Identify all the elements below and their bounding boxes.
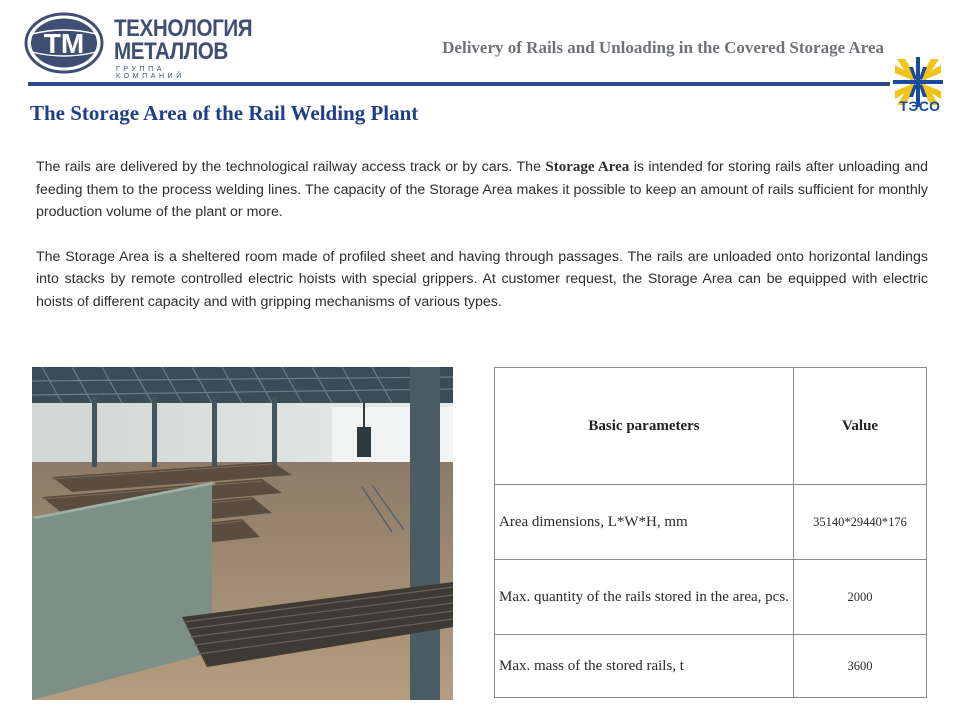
tm-logo-mark (24, 12, 104, 74)
paragraph-1 (36, 156, 928, 224)
logo-line-2: МЕТАЛЛОВ (114, 38, 228, 65)
paragraph-1-end: is intended for storing rails after unloading and feeding them to the process welding lines. The capacity of the Storage Area makes it possible to keep an amount of rails sufficient for monthly production volume of the plant or more. (36, 159, 928, 220)
paragraph-1-bold: Storage Area (545, 159, 630, 175)
table-cell-parameter: Max. mass of the stored rails, t (495, 635, 794, 698)
storage-area-render-image (32, 367, 453, 700)
table-cell-parameter: Max. quantity of the rails stored in the area, pcs. (495, 560, 794, 635)
page-header-title: Delivery of Rails and Unloading in the Covered Storage Area (442, 38, 884, 57)
table-header-row (495, 368, 927, 485)
logo-line-1: ТЕХНОЛОГИЯ (114, 15, 253, 42)
table-header-value: Value (794, 368, 927, 485)
teso-logo-text: ТЭСО (899, 98, 941, 114)
header-divider (28, 82, 890, 86)
table-cell-parameter: Area dimensions, L*W*H, mm (495, 485, 794, 560)
company-logo (24, 12, 253, 80)
table-header-parameter: Basic parameters (495, 368, 794, 485)
body-text (36, 156, 928, 313)
table-cell-value: 3600 (794, 635, 927, 698)
table-row (495, 635, 927, 698)
paragraph-1-start: The rails are delivered by the technological railway access track or by cars. The (36, 159, 546, 175)
section-title: The Storage Area of the Rail Welding Plant (30, 101, 419, 125)
table-row (495, 485, 927, 560)
logo-mark-text: TM (43, 28, 85, 59)
parameters-table (494, 367, 927, 698)
paragraph-2: The Storage Area is a sheltered room made of profiled sheet and having through passages. The rails are unloaded onto horizontal landings into stacks by remote controlled electric hoists with special grippers. At customer request, the Storage Area can be equipped with electric hoists of different capacity and with gripping mechanisms of various types. (36, 248, 928, 310)
logo-line-3: ГРУППА КОМПАНИЙ (116, 66, 185, 80)
table-cell-value: 2000 (794, 560, 927, 635)
table-row (495, 560, 927, 635)
storage-hall-illustration (32, 367, 453, 700)
table-cell-value: 35140*29440*176 (794, 485, 927, 560)
